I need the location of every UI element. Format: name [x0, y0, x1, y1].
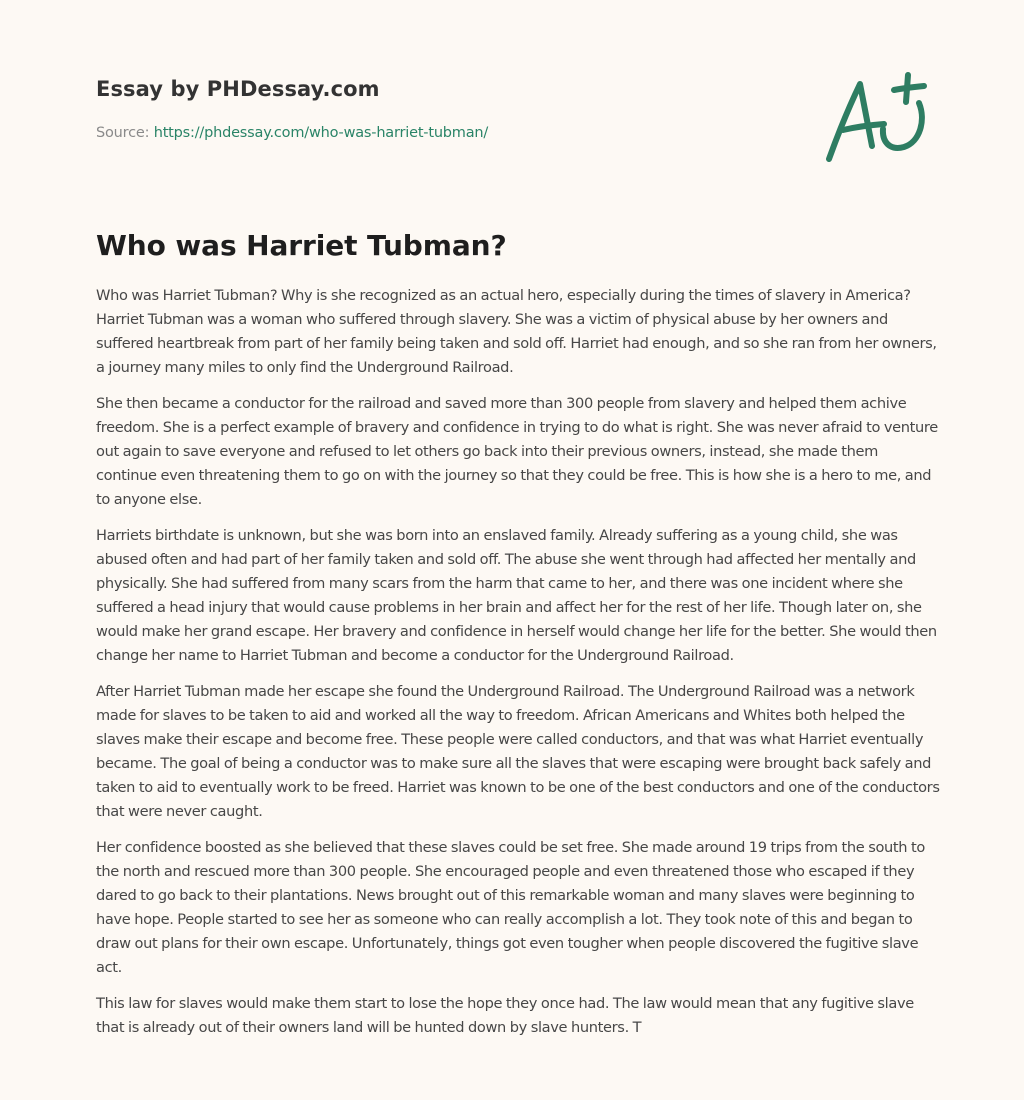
source-link[interactable]: https://phdessay.com/who-was-harriet-tubman/ — [153, 125, 489, 141]
essay-body — [96, 284, 942, 1052]
essay-paragraph: After Harriet Tubman made her escape she found the Underground Railroad. The Underground Railroad was a network made for slaves to be taken to aid and worked all the way to freedom. African Americans and Whites both helped the slaves make their escape and become free. These people were called conductors, and that was what Harriet eventually became. The goal of being a conductor was to make sure all the slaves that were escaping were brought back safely and taken to aid to eventually work to be freed. Harriet was known to be one of the best conductors and one of the conductors that were never caught. — [96, 683, 940, 820]
essay-paragraph: Harriets birthdate is unknown, but she was born into an enslaved family. Already suffering as a young child, she was abused often and had part of her family taken and sold off. The abuse she went through had affected her mentally and physically. She had suffered from many scars from the harm that came to her, and there was one incident where she suffered a head injury that would cause problems in her brain and affect her for the rest of her life. Though later on, she would make her grand escape. Her bravery and confidence in herself would change her life for the better. She would then change her name to Harriet Tubman and become a conductor for the Underground Railroad. — [96, 527, 937, 664]
essay-paragraph: Her confidence boosted as she believed that these slaves could be set free. She made around 19 trips from the south to the north and rescued more than 300 people. She encouraged people and even threatened those who escaped if they dared to go back to their plantations. News brought out of this remarkable woman and many slaves were beginning to have hope. People started to see her as someone who can really accomplish a lot. They took note of this and began to draw out plans for their own escape. Unfortunately, things got even tougher when people discovered the fugitive slave act. — [96, 839, 925, 976]
essay-paragraph: Who was Harriet Tubman? Why is she recognized as an actual hero, especially during the times of slavery in America? Harriet Tubman was a woman who suffered through slavery. She was a victim of physical abuse by her owners and suffered heartbreak from part of her family being taken and sold off. Harriet had enough, and so she ran from her owners, a journey many miles to only find the Underground Railroad. — [96, 287, 937, 376]
source-label: Source: — [96, 125, 154, 141]
a-plus-grade-icon — [820, 64, 930, 168]
essay-title: Who was Harriet Tubman? — [96, 229, 507, 262]
site-brand: Essay by PHDessay.com — [96, 77, 380, 101]
essay-header — [96, 74, 928, 184]
source-line — [96, 123, 488, 143]
essay-paragraph: This law for slaves would make them start to lose the hope they once had. The law would mean that any fugitive slave that is already out of their owners land will be hunted down by slave hunters. T — [96, 995, 914, 1036]
essay-paragraph: She then became a conductor for the railroad and saved more than 300 people from slavery and helped them achive freedom. She is a perfect example of bravery and confidence in trying to do what is right. She was never afraid to venture out again to save everyone and refused to let others go back into their previous owners, instead, she made them continue even threatening them to go on with the journey so that they could be free. This is how she is a hero to me, and to anyone else. — [96, 395, 938, 508]
